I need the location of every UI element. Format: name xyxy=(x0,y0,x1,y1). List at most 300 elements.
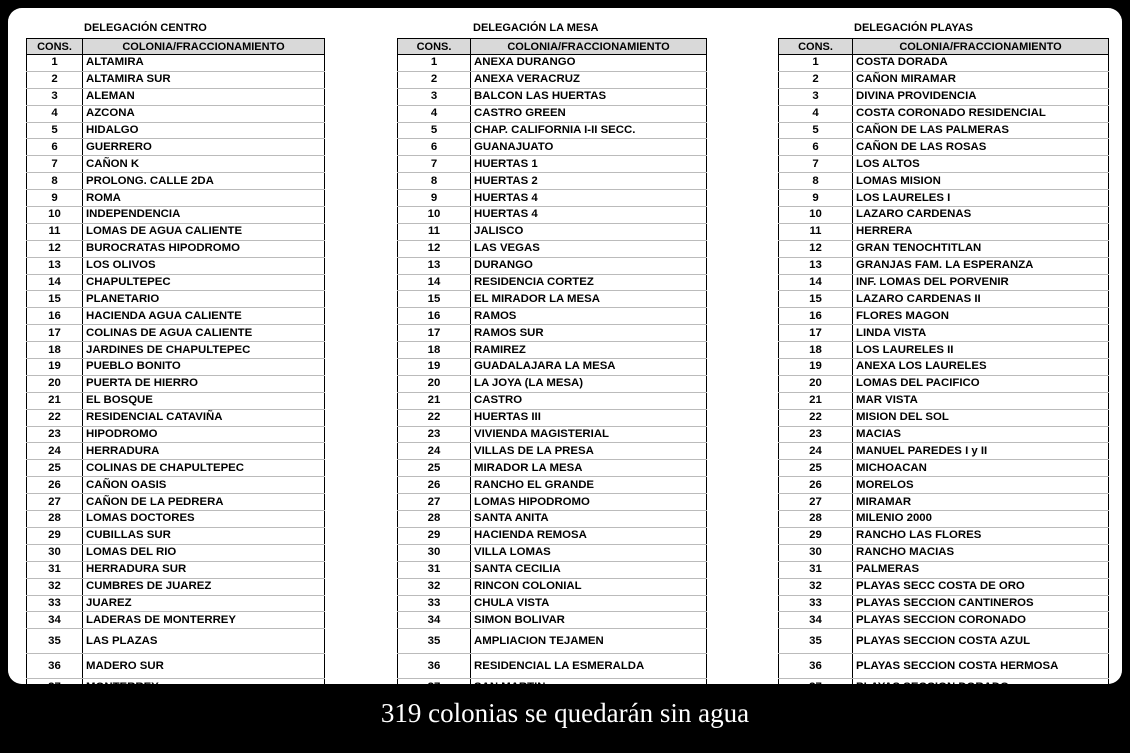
colonia-name: LINDA VISTA xyxy=(853,325,1109,342)
table-row xyxy=(398,460,707,477)
colonia-name: CASTRO xyxy=(471,392,707,409)
cons-number: 3 xyxy=(27,88,83,105)
colonia-name: JALISCO xyxy=(471,223,707,240)
colonia-name: HUERTAS 1 xyxy=(471,156,707,173)
colonia-name: JARDINES DE CHAPULTEPEC xyxy=(83,342,325,359)
table-row xyxy=(398,122,707,139)
cons-number: 33 xyxy=(779,595,853,612)
cons-number: 20 xyxy=(779,375,853,392)
cons-number: 37 xyxy=(398,679,471,696)
cons-number: 32 xyxy=(398,578,471,595)
colonia-name: PALMERAS xyxy=(853,561,1109,578)
table-row xyxy=(779,55,1109,72)
table-row xyxy=(27,105,325,122)
table-row xyxy=(398,207,707,224)
cons-number: 10 xyxy=(779,207,853,224)
cons-number: 6 xyxy=(27,139,83,156)
table-row xyxy=(27,409,325,426)
colonia-name: CHAPULTEPEC xyxy=(83,274,325,291)
table-row xyxy=(779,511,1109,528)
table-row xyxy=(779,156,1109,173)
colonia-name: LOMAS HIPODROMO xyxy=(471,494,707,511)
table-row xyxy=(27,173,325,190)
cons-number: 15 xyxy=(27,291,83,308)
cons-number: 26 xyxy=(27,477,83,494)
cons-number: 8 xyxy=(398,173,471,190)
colonia-name: CUBILLAS SUR xyxy=(83,527,325,544)
cons-number: 21 xyxy=(27,392,83,409)
colonia-name: SIMON BOLIVAR xyxy=(471,612,707,629)
colonia-name: LOS ALTOS xyxy=(853,156,1109,173)
table-row xyxy=(779,291,1109,308)
colonia-name: COLINAS DE AGUA CALIENTE xyxy=(83,325,325,342)
colonia-name: BUROCRATAS HIPODROMO xyxy=(83,240,325,257)
table-row xyxy=(398,223,707,240)
cons-number: 24 xyxy=(398,443,471,460)
cons-number: 14 xyxy=(779,274,853,291)
cons-number: 19 xyxy=(398,359,471,376)
colonia-name: LOMAS DEL RIO xyxy=(83,544,325,561)
table-row xyxy=(779,494,1109,511)
table-row xyxy=(27,55,325,72)
table-row xyxy=(398,173,707,190)
cons-number: 23 xyxy=(27,426,83,443)
cons-number: 16 xyxy=(27,308,83,325)
cons-number: 14 xyxy=(27,274,83,291)
cons-number: 7 xyxy=(779,156,853,173)
colonia-name: CAÑON DE LAS ROSAS xyxy=(853,139,1109,156)
table-row xyxy=(398,494,707,511)
colonia-name: HUERTAS III xyxy=(471,409,707,426)
colonia-name: ANEXA DURANGO xyxy=(471,55,707,72)
table-row xyxy=(398,612,707,629)
table-row xyxy=(27,544,325,561)
cons-number: 11 xyxy=(27,223,83,240)
table-row xyxy=(27,240,325,257)
colonia-name: ROMA xyxy=(83,190,325,207)
colonia-name: ALEMAN xyxy=(83,88,325,105)
cons-number: 8 xyxy=(27,173,83,190)
colonia-name: LAS PLAZAS xyxy=(83,629,325,654)
table-row xyxy=(779,375,1109,392)
cons-number: 34 xyxy=(398,612,471,629)
cons-number: 16 xyxy=(398,308,471,325)
colonia-name: RESIDENCIAL CATAVIÑA xyxy=(83,409,325,426)
colonia-name: HUERTAS 4 xyxy=(471,190,707,207)
colonia-name: RANCHO LAS FLORES xyxy=(853,527,1109,544)
table-row xyxy=(398,392,707,409)
colonia-name: LAZARO CARDENAS xyxy=(853,207,1109,224)
cons-number: 9 xyxy=(779,190,853,207)
table-row xyxy=(27,629,325,654)
table-row xyxy=(398,105,707,122)
document-sheet xyxy=(8,8,1122,693)
table-row xyxy=(27,308,325,325)
table-row xyxy=(779,654,1109,679)
cons-number: 25 xyxy=(779,460,853,477)
cons-number: 22 xyxy=(779,409,853,426)
colonia-name: RANCHO EL GRANDE xyxy=(471,477,707,494)
news-caption: 319 colonias se quedarán sin agua xyxy=(380,698,750,728)
table-row xyxy=(779,426,1109,443)
table-row xyxy=(779,257,1109,274)
cons-number: 3 xyxy=(779,88,853,105)
table-row xyxy=(398,71,707,88)
colonia-name: RAMIREZ xyxy=(471,342,707,359)
colonia-name: VIVIENDA MAGISTERIAL xyxy=(471,426,707,443)
table-row xyxy=(27,207,325,224)
cons-number: 7 xyxy=(27,156,83,173)
table-row xyxy=(398,578,707,595)
colonia-name: GUADALAJARA LA MESA xyxy=(471,359,707,376)
table-row xyxy=(398,679,707,696)
table-row xyxy=(779,460,1109,477)
cons-number: 6 xyxy=(398,139,471,156)
table-row xyxy=(398,409,707,426)
colonia-name: COSTA CORONADO RESIDENCIAL xyxy=(853,105,1109,122)
cons-number: 17 xyxy=(779,325,853,342)
colonia-name: RESIDENCIA CORTEZ xyxy=(471,274,707,291)
header-colonia: COLONIA/FRACCIONAMIENTO xyxy=(83,39,325,55)
table-row xyxy=(27,595,325,612)
table-row xyxy=(398,544,707,561)
cons-number: 2 xyxy=(27,71,83,88)
table-row xyxy=(27,494,325,511)
colonia-name: HACIENDA AGUA CALIENTE xyxy=(83,308,325,325)
cons-number: 35 xyxy=(779,629,853,654)
colonia-name: HUERTAS 2 xyxy=(471,173,707,190)
colonia-name: PUERTA DE HIERRO xyxy=(83,375,325,392)
colonia-name: INF. LOMAS DEL PORVENIR xyxy=(853,274,1109,291)
colonia-name: HERRERA xyxy=(853,223,1109,240)
table-row xyxy=(779,325,1109,342)
cons-number: 15 xyxy=(398,291,471,308)
colonia-name: ALTAMIRA xyxy=(83,55,325,72)
table-row xyxy=(779,679,1109,696)
cons-number: 13 xyxy=(779,257,853,274)
colonia-name: MISION DEL SOL xyxy=(853,409,1109,426)
colonia-name: CHULA VISTA xyxy=(471,595,707,612)
table-row xyxy=(779,629,1109,654)
colonia-name: LOMAS DEL PACIFICO xyxy=(853,375,1109,392)
colonia-name: LA JOYA (LA MESA) xyxy=(471,375,707,392)
table-row xyxy=(398,156,707,173)
header-cons: CONS. xyxy=(779,39,853,55)
colonia-name: HACIENDA REMOSA xyxy=(471,527,707,544)
cons-number: 24 xyxy=(27,443,83,460)
colonia-name: MORELOS xyxy=(853,477,1109,494)
cons-number: 37 xyxy=(27,679,83,696)
cons-number: 17 xyxy=(27,325,83,342)
cons-number: 29 xyxy=(27,527,83,544)
cons-number: 20 xyxy=(398,375,471,392)
table-row xyxy=(27,139,325,156)
table-row xyxy=(779,342,1109,359)
table-row xyxy=(398,426,707,443)
table-row xyxy=(398,88,707,105)
cons-number: 1 xyxy=(779,55,853,72)
cons-number: 5 xyxy=(27,122,83,139)
table-row xyxy=(398,342,707,359)
cons-number: 23 xyxy=(779,426,853,443)
table-row xyxy=(398,561,707,578)
cons-number: 12 xyxy=(779,240,853,257)
colonia-name: CUMBRES DE JUAREZ xyxy=(83,578,325,595)
table-row xyxy=(27,511,325,528)
colonia-name: CAÑON OASIS xyxy=(83,477,325,494)
colonia-name: CAÑON DE LAS PALMERAS xyxy=(853,122,1109,139)
cons-number: 21 xyxy=(779,392,853,409)
table-row xyxy=(779,71,1109,88)
table-row xyxy=(779,173,1109,190)
colonia-name: RESIDENCIAL LA ESMERALDA xyxy=(471,654,707,679)
table-row xyxy=(779,88,1109,105)
colonia-name: SAN MARTIN xyxy=(471,679,707,696)
cons-number: 36 xyxy=(27,654,83,679)
cons-number: 31 xyxy=(779,561,853,578)
cons-number: 32 xyxy=(27,578,83,595)
cons-number: 1 xyxy=(27,55,83,72)
cons-number: 36 xyxy=(398,654,471,679)
colonia-name: HUERTAS 4 xyxy=(471,207,707,224)
colonias-table xyxy=(397,38,707,696)
colonia-name: PROLONG. CALLE 2DA xyxy=(83,173,325,190)
table-row xyxy=(398,595,707,612)
delegacion-title: DELEGACIÓN PLAYAS xyxy=(854,22,973,34)
colonia-name: DIVINA PROVIDENCIA xyxy=(853,88,1109,105)
table-row xyxy=(779,190,1109,207)
cons-number: 34 xyxy=(779,612,853,629)
table-row xyxy=(398,527,707,544)
cons-number: 9 xyxy=(27,190,83,207)
cons-number: 31 xyxy=(398,561,471,578)
table-row xyxy=(779,240,1109,257)
cons-number: 2 xyxy=(398,71,471,88)
cons-number: 2 xyxy=(779,71,853,88)
colonia-name: RANCHO MACIAS xyxy=(853,544,1109,561)
colonia-name: GRANJAS FAM. LA ESPERANZA xyxy=(853,257,1109,274)
colonia-name: LOMAS MISION xyxy=(853,173,1109,190)
cons-number: 31 xyxy=(27,561,83,578)
table-row xyxy=(27,443,325,460)
table-row xyxy=(398,190,707,207)
table-row xyxy=(779,122,1109,139)
colonia-name: INDEPENDENCIA xyxy=(83,207,325,224)
table-row xyxy=(779,223,1109,240)
table-row xyxy=(27,612,325,629)
table-row xyxy=(27,325,325,342)
colonia-name: BALCON LAS HUERTAS xyxy=(471,88,707,105)
colonia-name: LOS OLIVOS xyxy=(83,257,325,274)
cons-number: 7 xyxy=(398,156,471,173)
table-row xyxy=(398,139,707,156)
table-row xyxy=(398,359,707,376)
colonia-name: MIRADOR LA MESA xyxy=(471,460,707,477)
cons-number: 29 xyxy=(779,527,853,544)
colonia-name: RINCON COLONIAL xyxy=(471,578,707,595)
cons-number: 20 xyxy=(27,375,83,392)
cons-number: 14 xyxy=(398,274,471,291)
table-row xyxy=(398,654,707,679)
cons-number: 32 xyxy=(779,578,853,595)
colonia-name: LOS LAURELES I xyxy=(853,190,1109,207)
table-row xyxy=(779,274,1109,291)
colonia-name: CAÑON MIRAMAR xyxy=(853,71,1109,88)
cons-number: 19 xyxy=(779,359,853,376)
cons-number: 12 xyxy=(27,240,83,257)
colonia-name: ANEXA VERACRUZ xyxy=(471,71,707,88)
cons-number: 1 xyxy=(398,55,471,72)
cons-number: 13 xyxy=(398,257,471,274)
table-row xyxy=(27,274,325,291)
colonia-name: MAR VISTA xyxy=(853,392,1109,409)
colonia-name: VILLAS DE LA PRESA xyxy=(471,443,707,460)
colonia-name: COSTA DORADA xyxy=(853,55,1109,72)
cons-number: 23 xyxy=(398,426,471,443)
table-row xyxy=(779,561,1109,578)
colonia-name: HERRADURA SUR xyxy=(83,561,325,578)
cons-number: 11 xyxy=(398,223,471,240)
table-row xyxy=(779,207,1109,224)
cons-number: 10 xyxy=(27,207,83,224)
colonia-name: FLORES MAGON xyxy=(853,308,1109,325)
cons-number: 4 xyxy=(779,105,853,122)
colonia-name: RAMOS SUR xyxy=(471,325,707,342)
table-row xyxy=(779,544,1109,561)
cons-number: 22 xyxy=(27,409,83,426)
table-row xyxy=(779,105,1109,122)
table-row xyxy=(27,257,325,274)
cons-number: 3 xyxy=(398,88,471,105)
table-row xyxy=(27,477,325,494)
colonia-name: SANTA ANITA xyxy=(471,511,707,528)
cons-number: 10 xyxy=(398,207,471,224)
cons-number: 4 xyxy=(398,105,471,122)
cons-number: 25 xyxy=(27,460,83,477)
colonia-name: HERRADURA xyxy=(83,443,325,460)
cons-number: 28 xyxy=(398,511,471,528)
header-cons: CONS. xyxy=(398,39,471,55)
table-row xyxy=(27,375,325,392)
cons-number: 5 xyxy=(779,122,853,139)
colonia-name: CAÑON DE LA PEDRERA xyxy=(83,494,325,511)
colonia-name: VILLA LOMAS xyxy=(471,544,707,561)
cons-number: 9 xyxy=(398,190,471,207)
colonia-name: CAÑON K xyxy=(83,156,325,173)
table-row xyxy=(398,443,707,460)
header-colonia: COLONIA/FRACCIONAMIENTO xyxy=(853,39,1109,55)
colonia-name: GUERRERO xyxy=(83,139,325,156)
cons-number: 30 xyxy=(398,544,471,561)
cons-number: 6 xyxy=(779,139,853,156)
table-row xyxy=(27,561,325,578)
cons-number: 21 xyxy=(398,392,471,409)
table-row xyxy=(27,426,325,443)
table-row xyxy=(27,578,325,595)
table-row xyxy=(398,629,707,654)
colonia-name: HIDALGO xyxy=(83,122,325,139)
colonia-name: LOS LAURELES II xyxy=(853,342,1109,359)
colonia-name: LOMAS DOCTORES xyxy=(83,511,325,528)
table-row xyxy=(27,291,325,308)
header-colonia: COLONIA/FRACCIONAMIENTO xyxy=(471,39,707,55)
delegacion-title: DELEGACIÓN CENTRO xyxy=(84,22,207,34)
cons-number: 36 xyxy=(779,654,853,679)
colonia-name: EL BOSQUE xyxy=(83,392,325,409)
colonia-name: PLAYAS SECCION CANTINEROS xyxy=(853,595,1109,612)
colonia-name: AMPLIACION TEJAMEN xyxy=(471,629,707,654)
table-row xyxy=(398,274,707,291)
colonia-name: MACIAS xyxy=(853,426,1109,443)
colonia-name: LOMAS DE AGUA CALIENTE xyxy=(83,223,325,240)
colonia-name: ALTAMIRA SUR xyxy=(83,71,325,88)
cons-number: 28 xyxy=(779,511,853,528)
table-row xyxy=(398,477,707,494)
cons-number: 33 xyxy=(27,595,83,612)
cons-number: 34 xyxy=(27,612,83,629)
cons-number: 26 xyxy=(779,477,853,494)
colonia-name: DURANGO xyxy=(471,257,707,274)
table-row xyxy=(398,240,707,257)
table-row xyxy=(27,88,325,105)
cons-number: 18 xyxy=(27,342,83,359)
table-row xyxy=(27,654,325,679)
colonia-name: LADERAS DE MONTERREY xyxy=(83,612,325,629)
colonia-name: GUANAJUATO xyxy=(471,139,707,156)
colonia-name: ANEXA LOS LAURELES xyxy=(853,359,1109,376)
colonia-name: MONTERREY xyxy=(83,679,325,696)
cons-number: 15 xyxy=(779,291,853,308)
table-row xyxy=(398,308,707,325)
colonia-name: SANTA CECILIA xyxy=(471,561,707,578)
cons-number: 26 xyxy=(398,477,471,494)
colonia-name: PLAYAS SECCION COSTA HERMOSA xyxy=(853,654,1109,679)
table-row xyxy=(27,156,325,173)
colonia-name: MANUEL PAREDES I y II xyxy=(853,443,1109,460)
cons-number: 11 xyxy=(779,223,853,240)
cons-number: 24 xyxy=(779,443,853,460)
table-row xyxy=(27,190,325,207)
table-row xyxy=(27,527,325,544)
colonia-name: CASTRO GREEN xyxy=(471,105,707,122)
cons-number: 4 xyxy=(27,105,83,122)
table-row xyxy=(779,612,1109,629)
cons-number: 18 xyxy=(398,342,471,359)
table-row xyxy=(779,139,1109,156)
cons-number: 27 xyxy=(27,494,83,511)
cons-number: 17 xyxy=(398,325,471,342)
colonia-name: JUAREZ xyxy=(83,595,325,612)
table-row xyxy=(27,71,325,88)
colonia-name: PLAYAS SECC COSTA DE ORO xyxy=(853,578,1109,595)
table-row xyxy=(779,595,1109,612)
table-row xyxy=(398,325,707,342)
cons-number: 30 xyxy=(27,544,83,561)
table-row xyxy=(398,511,707,528)
cons-number: 12 xyxy=(398,240,471,257)
cons-number: 27 xyxy=(779,494,853,511)
colonia-name: AZCONA xyxy=(83,105,325,122)
table-row xyxy=(779,359,1109,376)
colonia-name: PLAYAS SECCION COSTA AZUL xyxy=(853,629,1109,654)
colonia-name: EL MIRADOR LA MESA xyxy=(471,291,707,308)
table-row xyxy=(398,55,707,72)
colonia-name: LAZARO CARDENAS II xyxy=(853,291,1109,308)
table-row xyxy=(398,375,707,392)
colonia-name: COLINAS DE CHAPULTEPEC xyxy=(83,460,325,477)
cons-number: 30 xyxy=(779,544,853,561)
cons-number: 35 xyxy=(27,629,83,654)
